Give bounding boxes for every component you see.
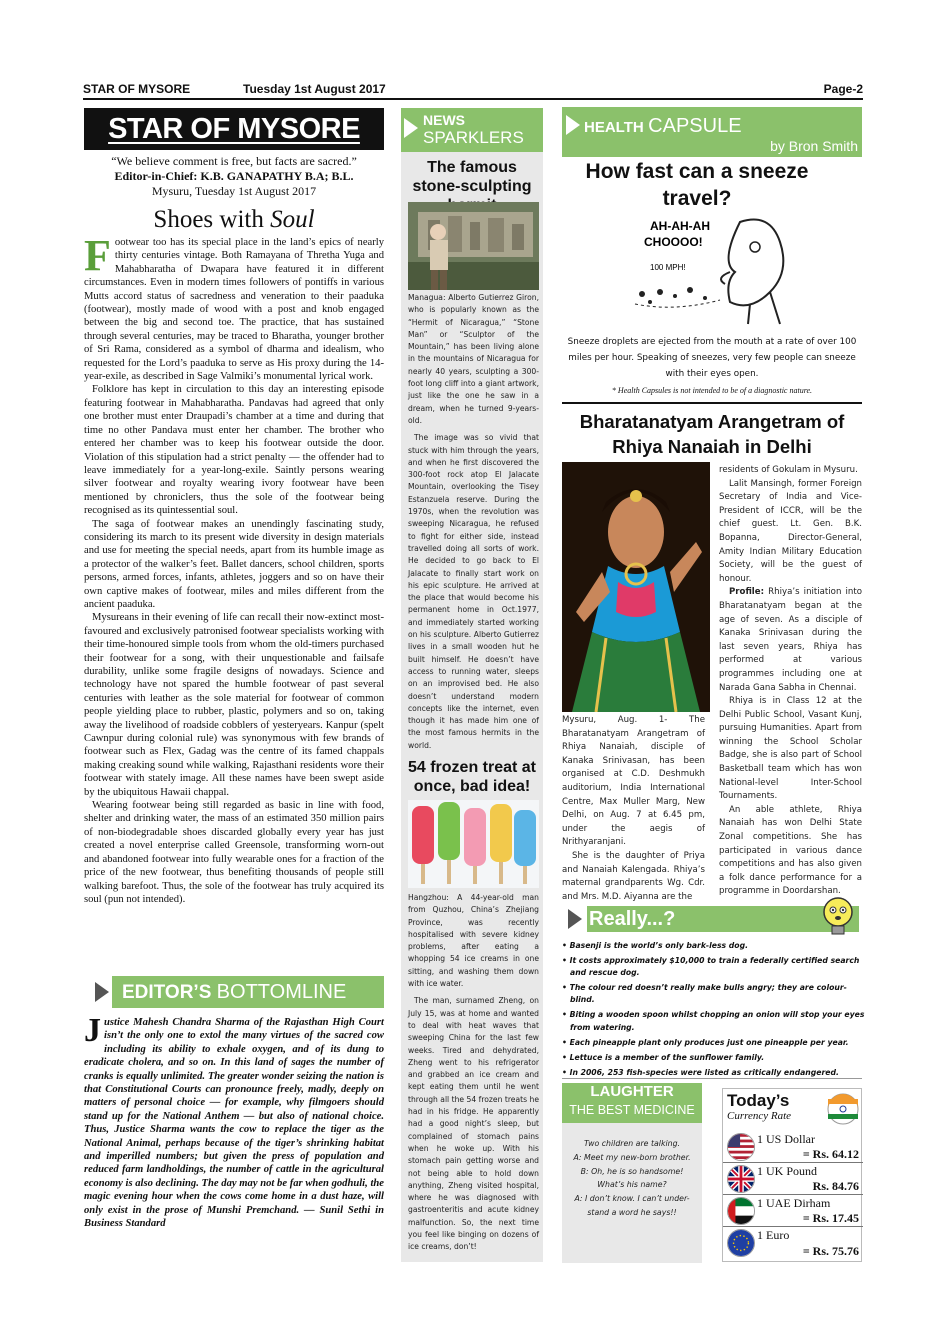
story-paragraph: Managua: Alberto Gutierrez Giron, who is popularly known as the “Hermit of Nicaragua,” “Stone Man” or “Sculptor of the Mountain,” has been living alone in the mountains of Nicaragua for nearly 40 years, sculpting a 300-foot long cliff into a giant artwork, just like the one he saw in a dream, when he turned 9-years-old.	[408, 293, 539, 425]
editorial-paragraph	[84, 231, 384, 383]
dance-left-text	[562, 714, 705, 904]
editorial-title-main: Shoes with	[153, 206, 271, 233]
laughter-joke	[562, 1123, 702, 1263]
health-title: How fast can a sneeze travel?	[585, 160, 809, 210]
news-label-a: NEWS	[423, 112, 465, 128]
health-text: Sneeze droplets are ejected from the mouth at a rate of over 100 miles per hour. Speaking of sneezes, very few people can sneeze with their eyes open.	[567, 337, 857, 379]
india-flag-icon	[827, 1093, 859, 1125]
section-arrow	[404, 118, 418, 138]
uae-flag-icon	[727, 1197, 755, 1225]
divider	[562, 1078, 862, 1079]
rate-row	[723, 1227, 863, 1259]
fact-item: • Each pineapple plant only produces just one pineapple per year.	[562, 1037, 849, 1047]
section-arrow	[568, 909, 582, 929]
joke-line: B: Oh, he is so handsome!	[580, 1166, 684, 1176]
dance-right-text	[719, 464, 862, 899]
cartoon-text: 100 MPH!	[650, 263, 686, 272]
currency-name: 1 Euro	[757, 1228, 790, 1242]
editorial-text: ootwear too has its special place in the land’s epics of nearly thirty centuries vintage. Both Ramayana of Thretha Yuga and Mahabharatha of Dwapara have featured it in different circumstances. Even in modern times followers of pontiffs in various Mutts accord status of sacredness and veneration to their paaduka (footwear), mostly made of wood with a post and knob engaged between the big and second toe. The practice, that has sustained through several centuries, may be traced to Bharatha, younger brother of Sri Rama, considered as a symbol of dharma and idealism, who requested for the Lord’s paaduka to serve as His proxy during the 14-year-exile, as described in Sage Valmiki’s monumental lyrical work.	[84, 237, 384, 383]
bottomline-body	[84, 1012, 384, 1231]
story-paragraph: The man, surnamed Zheng, on July 15, was at home and wanted to deal with heat waves that sweeping China for the last few weeks. Tired and dehydrated, Zheng went to his refrigerator and grabbed an ice cream and kept eating them until he went through all the 54 frozen treats he had in his fridge. He apparently had a good night’s sleep, but complained of stomach pains when he woke up. With his stomach pain getting worse and not being able to hold down anything, Zheng visited hospital, where he was diagnosed with gastroenteritis and acute kidney malfunction. So, the next time you feel like binging on dozens of ice creams, don’t!	[408, 996, 539, 1252]
sneeze-cartoon	[630, 212, 810, 328]
divider	[562, 402, 862, 404]
profile-label: Profile:	[729, 587, 765, 598]
bottomline-header	[112, 976, 384, 1008]
joke-line: What’s his name?	[597, 1180, 667, 1190]
health-byline: by Bron Smith	[770, 138, 858, 154]
bottomline-label-b: BOTTOMLINE	[216, 981, 347, 1003]
uk-flag-icon	[727, 1165, 755, 1193]
bottomline-text: ustice Mahesh Chandra Sharma of the Rajasthan High Court isn’t the only one to extol the many virtues of the sacred cow including its ability to exhale oxygen, and of its dung to eradicate cholera, and so on. In this land of sages the number of cranks is equally unlimited. The greater wonder seizing the nation is that Constitutional Courts can pronounce freely, madly, deeply on matters of personal choice — for example, why filmgoers should stand up for the National Anthem — but also of national choice. Thus, Justice Sharma wants the cow to replace the tiger as the National Animal, perhaps because of the tiger’s shrinking habitat and imperilled numbers; but given the press of population and reduced farm landholdings, the number of cattle in the agricultural economy is also declining. The day may not be far when godhuli, the magic evening hour when the cows come home in a dust haze, will only exist in the prose of Munshi Premchand. — Sunil Sethi in Business Standard	[84, 1017, 384, 1230]
page-header	[83, 80, 863, 100]
editorial-paragraph: The saga of footwear makes an unendingly fascinating study, considering its march to its present wide diversity in design materials and use for meeting the special needs, apart from its humble image as a protector of the walker’s feet. Ballet dancers, school children, sports persons, armed forces, infants, athletes, joggers and so on have their own captive makes of footwear, miles and miles different from the ancient paaduka.	[84, 518, 384, 610]
dance-title: Bharatanatyam Arangetram of Rhiya Nanaiah in Delhi	[579, 411, 845, 457]
editorial-paragraph: Wearing footwear being still regarded as basic in line with food, shelter and drinking water, the mass of an estimated 350 million pairs of non-biodegradable shoes discarded globally every year has just created a novel enterprise called Greensole, transforming worn-out and abandoned footwear into fully wearable ones for a fraction of the price of the new footwear, thus benefiting thousands of people still walking barefoot. Thus, the sole of the footwear has truly acquired its soul (pun not intended).	[84, 800, 384, 905]
fact-item: • The colour red doesn’t really make bulls angry; they are colour-blind.	[562, 983, 847, 1005]
facts-list	[562, 940, 867, 1082]
bulb-icon	[818, 896, 858, 936]
currency-rate-box	[722, 1088, 862, 1262]
story-title: 54 frozen treat at once, bad idea!	[407, 759, 537, 795]
fact-item: • Basenji is the world’s only bark-less dog.	[562, 941, 749, 950]
paper-name: STAR OF MYSORE	[83, 82, 191, 96]
rate-title: Today’s	[727, 1091, 790, 1110]
fact-item: • Biting a wooden spoon whilst chopping an onion will stop your eyes from watering.	[562, 1010, 865, 1032]
laughter-label-a: LAUGHTER	[590, 1083, 674, 1100]
fact-item: • It costs approximately $10,000 to train a federally certified search and rescue dog.	[562, 956, 860, 978]
us-flag-icon	[727, 1133, 755, 1161]
news-label-b: SPARKLERS	[423, 128, 524, 147]
joke-line: A: I don’t know. I can’t under-	[574, 1194, 690, 1204]
drop-cap: F	[84, 231, 111, 280]
story-title: The famous stone-sculpting	[412, 159, 532, 195]
dance-paragraph: residents of Gokulam in Mysuru.	[719, 465, 858, 475]
page-number: Page-2	[823, 82, 863, 96]
health-disclaimer: * Health Capsules is not intended to be of a diagnostic nature.	[611, 386, 813, 395]
dateline: Mysuru, Tuesday 1st August 2017	[151, 184, 317, 198]
rate-row	[723, 1163, 863, 1195]
health-header	[562, 107, 862, 157]
currency-value: = Rs. 17.45	[802, 1211, 859, 1225]
cartoon-text: AH-AH-AH	[650, 219, 710, 233]
section-arrow	[95, 982, 109, 1002]
story-paragraph: Hangzhou: A 44-year-old man from Quzhou, China’s Zhejiang Province, was recently hospitalised with severe kidney problems, after eating a whopping 54 ice creams in one sitting, and washing them down with ice water.	[408, 893, 539, 989]
cartoon-text: CHOOOO!	[644, 235, 703, 249]
rate-row	[723, 1131, 863, 1163]
dance-paragraph: Rhiya is in Class 12 at the Delhi Public School, Vasant Kunj, pursuing Humanities. Apart from winning the School Scholar Badge, she is also part of School Basketball team which has won National-level Inter-School Tournaments.	[719, 696, 862, 802]
dance-paragraph: Lalit Mansingh, former Foreign Secretary of India and Vice-President of ICCR, will be the chief guest. Lt. Gen. B.K. Bopanna, Director-General, Amity Indian Military Education Society, will be the guest of honour.	[719, 478, 862, 584]
editorial-title-italic: Soul	[270, 206, 315, 233]
section-arrow	[566, 115, 580, 135]
drop-cap: J	[84, 1012, 101, 1049]
bottomline-label-a: EDITOR’S	[122, 982, 212, 1003]
rate-row	[723, 1195, 863, 1227]
editor-line: Editor-in-Chief: K.B. GANAPATHY B.A; B.L.	[114, 169, 354, 183]
laughter-header	[562, 1083, 702, 1123]
issue-date: Tuesday 1st August 2017	[243, 82, 386, 96]
laughter-label-b: THE BEST MEDICINE	[569, 1103, 695, 1117]
editorial-body	[84, 231, 384, 906]
dance-paragraph: Mysuru, Aug. 1- The Bharatanatyam Arangetram of Rhiya Nanaiah, disciple of Kanaka Srinivasan, has been organised at C.D. Deshmukh auditorium, India International Centre, Max Muller Marg, New Delhi, on Aug. 7 at 6.45 pm, under the aegis of Nrithyaranjani.	[562, 715, 705, 848]
currency-name: 1 UK Pound	[757, 1164, 818, 1178]
dance-paragraph: She is the daughter of Priya and Nanaiah Kalengada. Rhiya’s maternal grandparents Wg. Cdr. and Mrs. M.D. Aiyanna are the	[562, 850, 705, 902]
editorial-title	[84, 206, 384, 234]
editorial-paragraph: Folklore has kept in circulation to this day an interesting episode featuring footwear in Mahabharatha. Pandavas had agreed that only one brother must enter Draupadi’s chamber at a time and during that time no other Pandava must enter her chamber. The brother who entered her chamber was to keep his footwear outside the door. Violation of this stipulation had a strict penalty — the offender had to leave immediately for a year-long-exile. Saintly persons wearing silver footwear and royalty wearing ivory footwear have been mentioned by chroniclers, thus the sole of the footwear being recognised as its quintessential soul.	[84, 384, 384, 517]
story-paragraph: The image was so vivid that stuck with him through the years, and when he first discovered the 300-foot rock atop El Jalacate Mountain, overlooking the Tisey Estanzuela reserve. During the 1970s, when the revolution was sweeping Nicaragua, he refused to fight for either side, instead travelled doing all sorts of work. He decided to go back to El Jalacate to finally start work on his epic sculpture. He arrived at the place that would become his permanent home in Oct.1977, and immediately started working on his sculpture. Alberto Gutierrez lives in a small wooden hut he built himself. He doesn’t have access to running water, sleeps on an improvised bed. He also doesn’t understand modern concepts like the internet, even though it has made him one of the most famous hermits in the world.	[408, 433, 539, 750]
joke-line: A: Meet my new-born brother.	[573, 1152, 691, 1162]
masthead-title: STAR OF MYSORE	[84, 108, 384, 150]
fact-item: • Lettuce is a member of the sunflower family.	[562, 1052, 765, 1062]
health-label-b: CAPSULE	[648, 115, 742, 137]
eu-flag-icon	[727, 1229, 755, 1257]
fact-item: • In 2006, 253 fish-species were listed as critically endangered.	[562, 1067, 839, 1077]
news-header	[401, 108, 543, 152]
rate-subtitle: Currency Rate	[727, 1110, 792, 1122]
profile-text: Rhiya’s initiation into Bharatanatyam began at the age of seven. As a disciple of Kanaka Srinivasan during the last seven years, Rhiya has performed at various programmes including one at Narada Gana Sabha in Chennai.	[719, 587, 862, 693]
joke-line: stand a word he says!!	[587, 1207, 677, 1217]
currency-value: = Rs. 64.12	[802, 1147, 859, 1161]
joke-line: Two children are talking.	[584, 1139, 680, 1148]
dance-paragraph	[719, 586, 862, 695]
currency-name: 1 UAE Dirham	[757, 1196, 831, 1210]
story1-body	[408, 292, 539, 757]
motto: “We believe comment is free, but facts are sacred.”	[111, 154, 357, 168]
currency-value: = Rs. 75.76	[802, 1244, 859, 1258]
currency-name: 1 US Dollar	[757, 1132, 815, 1146]
story2-body	[408, 892, 539, 1259]
health-label-a: HEALTH	[584, 119, 644, 136]
dance-paragraph: An able athlete, Rhiya Nanaiah has won Delhi State Zonal competitions. She has participated in various dance competitions and has also given a folk dance performance for a programme in Doordarshan.	[719, 804, 862, 897]
dancer-photo	[562, 462, 710, 712]
editorial-paragraph: Mysureans in their evening of life can recall their now-extinct most-favoured and exclusively patronised footwear specialists working with their time-honoured simple tools from whom the old-timers purchased their footwear for a song, with their unquestionable and failsafe durability, unlike some fragile designs of nowadays. Science and technology have not spared the humble footwear of past several centuries with leather as the sole material for footwear of common people yielding place to rubber, plastic, polymers and so on, taking away the livelihood of roadside cobblers of yesteryears. Kanpur (spelt Cawnpur during colonial rule) was synonymous with few brands of footwear such as Flex, Gadag was the centre of its famed chappals making creaking sound while walking, Rajasthani residents wore their footwear with stately image. All these names have been swept aside by the ubiquitous Hawaii chappal.	[84, 612, 384, 798]
currency-value: Rs. 84.76	[812, 1179, 859, 1193]
ice-cream-photo	[408, 800, 539, 888]
hermit-photo	[408, 202, 539, 290]
masthead-info	[84, 154, 384, 199]
really-header: Really...?	[587, 906, 859, 932]
